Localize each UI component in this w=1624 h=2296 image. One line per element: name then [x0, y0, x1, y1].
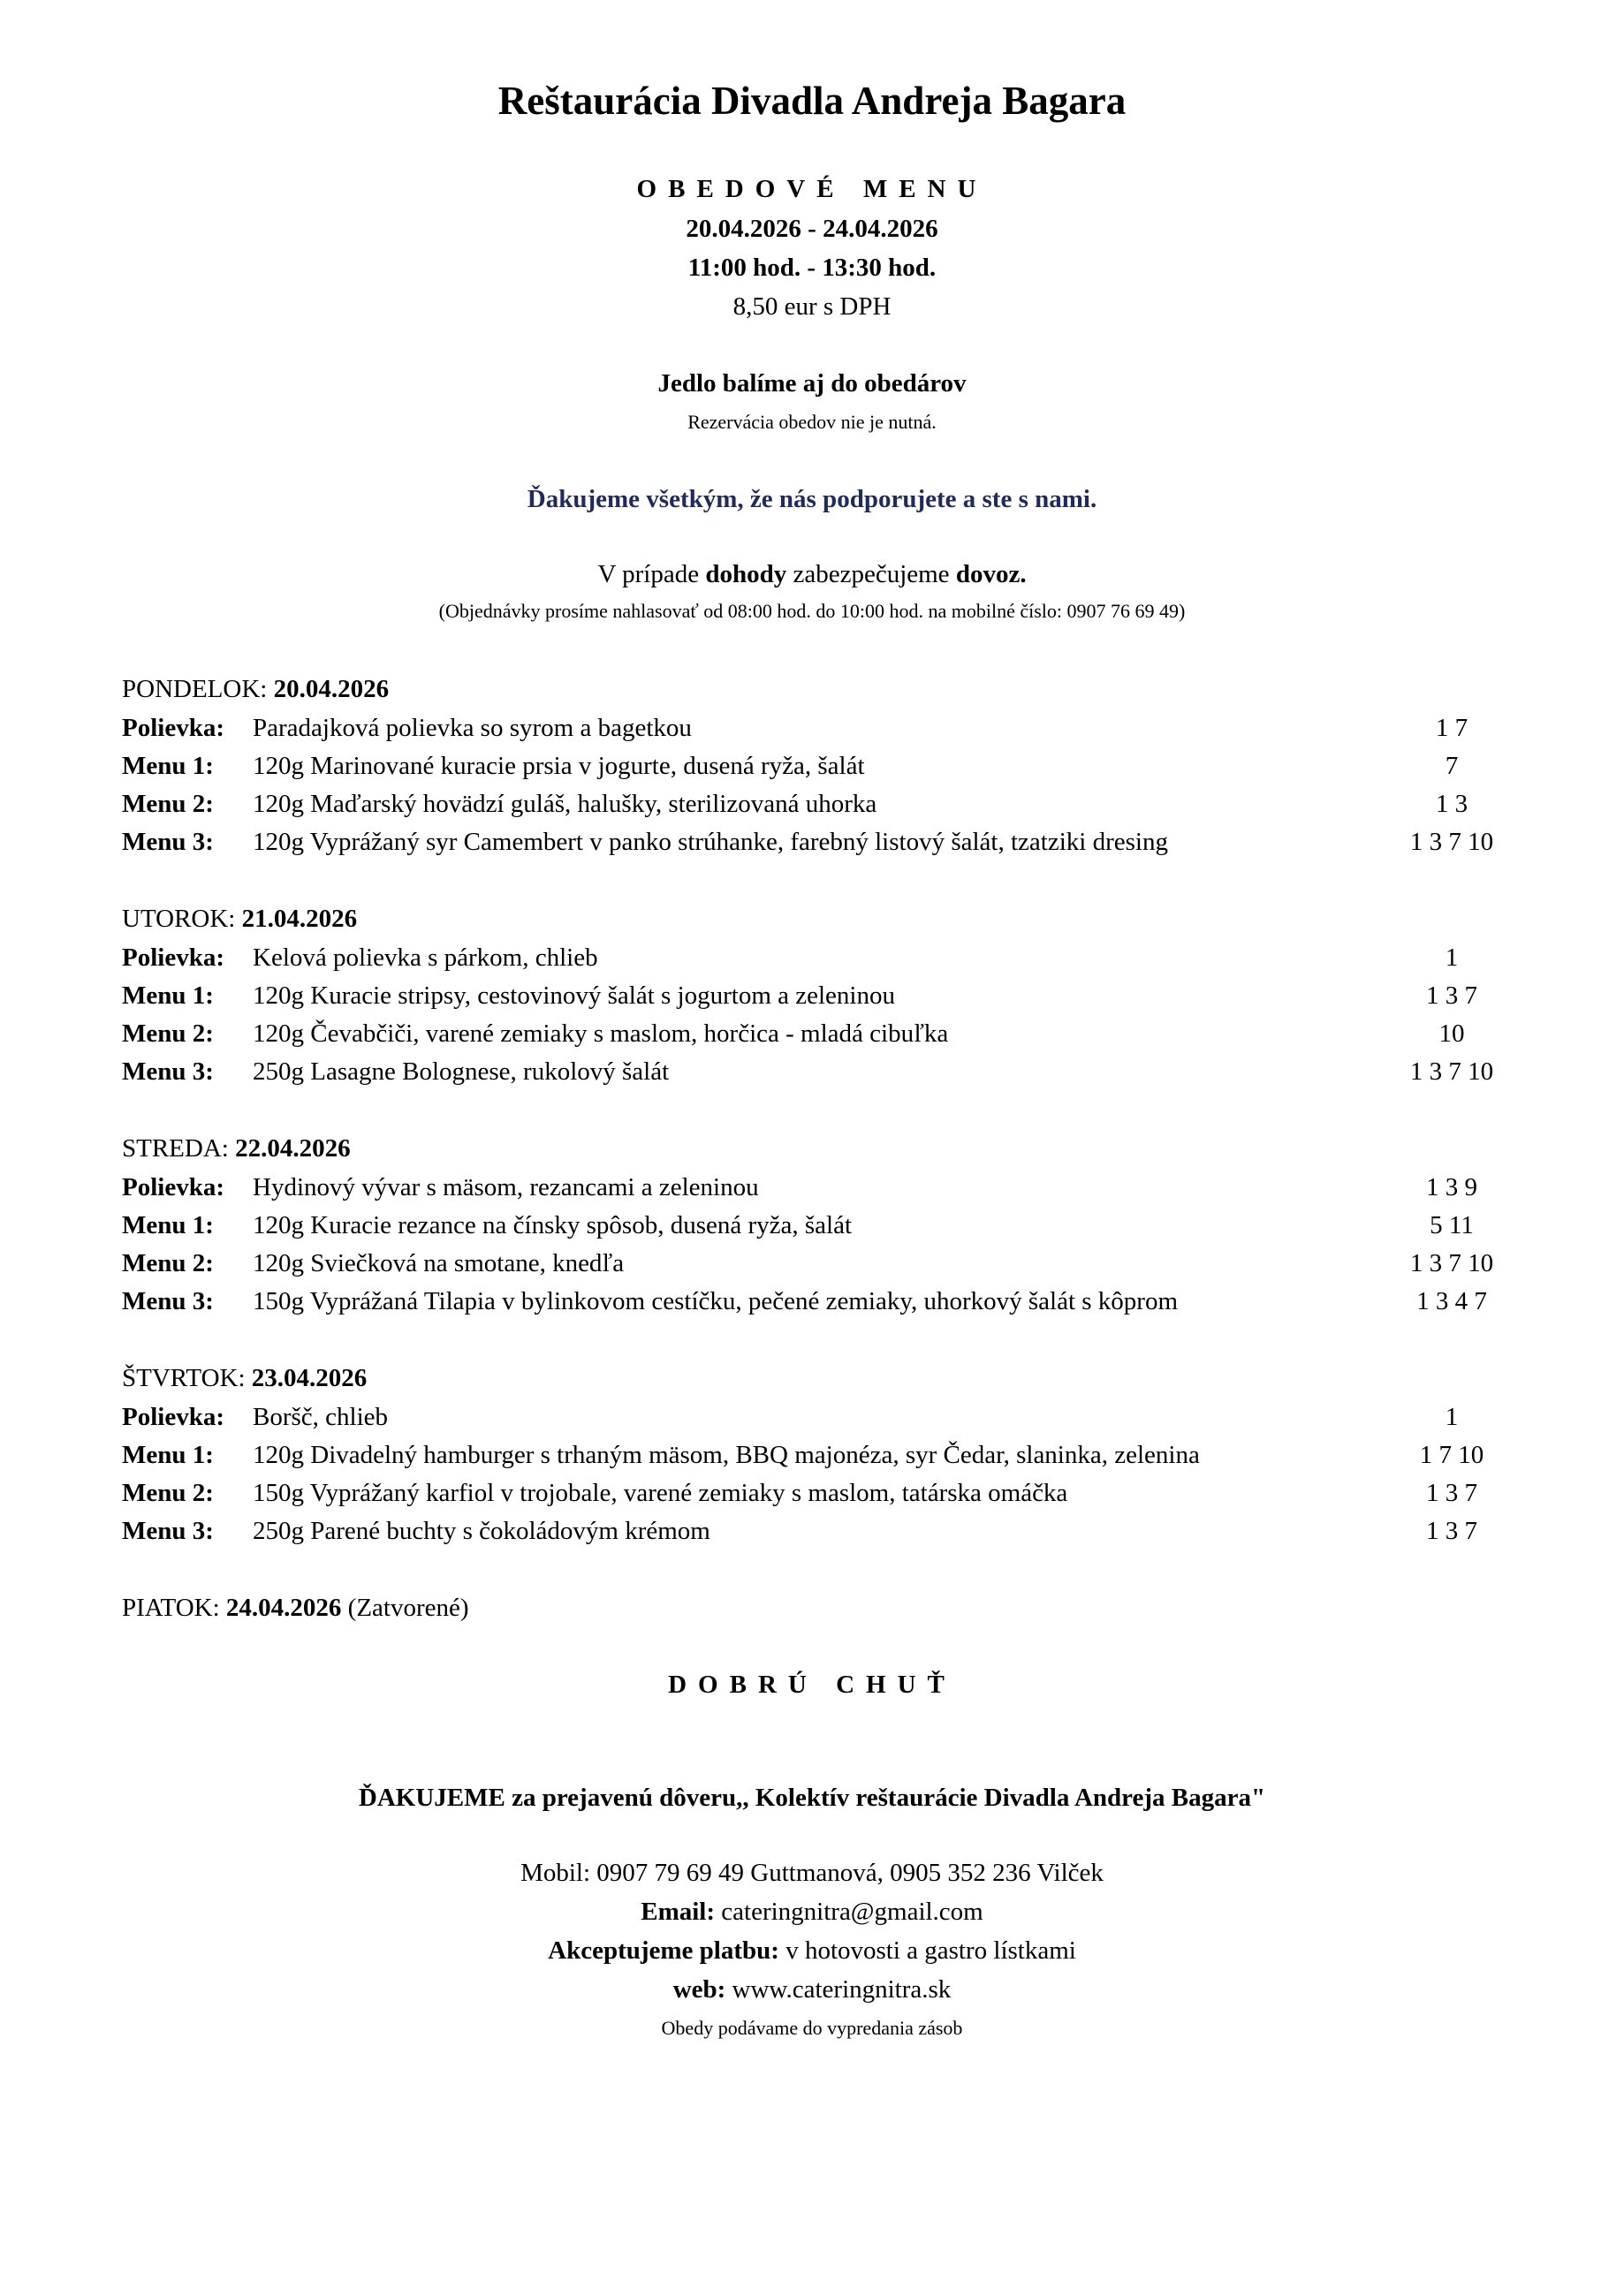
row-dish: 120g Vyprážaný syr Camembert v panko strúhanke, farebný listový šalát, tzatziki dresing	[253, 828, 1168, 856]
reservation-note: Rezervácia obedov nie je nutná.	[687, 411, 937, 433]
web-line	[0, 1975, 1624, 2004]
menu-row	[122, 1441, 1518, 1476]
menu-price: 8,50 eur s DPH	[732, 292, 892, 321]
day-date: 22.04.2026	[235, 1134, 351, 1163]
row-dish: 150g Vyprážaný karfiol v trojobale, varené zemiaky s maslom, tatárska omáčka	[253, 1479, 1068, 1507]
row-allergens: 1 3 7 10	[1409, 1249, 1494, 1277]
mobile-contacts: Mobil: 0907 79 69 49 Guttmanová, 0905 352 236 Vilček	[520, 1859, 1104, 1887]
friday-heading	[122, 1594, 469, 1623]
menu-row	[122, 1057, 1518, 1093]
menu-row	[122, 1173, 1518, 1209]
payment-line	[0, 1936, 1624, 1966]
day-heading	[122, 1364, 367, 1393]
web-label: web:	[672, 1975, 726, 2004]
email-label: Email:	[641, 1898, 716, 1926]
row-label: Menu 1:	[122, 1441, 214, 1469]
day-heading	[122, 905, 357, 934]
delivery-mid: zabezpečujeme	[786, 560, 956, 588]
row-dish: 150g Vyprážaná Tilapia v bylinkovom cestíčku, pečené zemiaky, uhorkový šalát s kôprom	[253, 1287, 1179, 1315]
row-label: Menu 1:	[122, 981, 214, 1010]
day-name: PIATOK:	[122, 1594, 220, 1622]
closed-note: (Zatvorené)	[347, 1594, 469, 1622]
delivery-line	[0, 560, 1624, 589]
opening-hours: 11:00 hod. - 13:30 hod.	[687, 254, 937, 282]
menu-row	[122, 1287, 1518, 1322]
date-range: 20.04.2026 - 24.04.2026	[686, 215, 938, 243]
row-label: Menu 2:	[122, 1019, 214, 1048]
row-label: Menu 2:	[122, 1479, 214, 1507]
delivery-pre: V prípade	[597, 560, 706, 588]
row-label: Polievka:	[122, 714, 224, 742]
row-allergens: 10	[1438, 1019, 1465, 1048]
bon-appetit: DOBRÚ CHUŤ	[668, 1671, 956, 1699]
row-dish: Hydinový vývar s mäsom, rezancami a zeleninou	[253, 1173, 759, 1201]
row-label: Menu 2:	[122, 1249, 214, 1277]
row-label: Polievka:	[122, 943, 224, 972]
payment-value: v hotovosti a gastro lístkami	[778, 1936, 1076, 1965]
row-dish: 250g Lasagne Bolognese, rukolový šalát	[253, 1057, 670, 1086]
email-value[interactable]: cateringnitra@gmail.com	[715, 1898, 983, 1926]
row-label: Menu 3:	[122, 1057, 214, 1086]
row-dish: 120g Divadelný hamburger s trhaným mäsom, BBQ majonéza, syr Čedar, slaninka, zelenina	[253, 1441, 1200, 1469]
menu-row	[122, 714, 1518, 749]
row-dish: 120g Maďarský hovädzí guláš, halušky, sterilizovaná uhorka	[253, 790, 877, 818]
row-allergens: 1 3	[1435, 790, 1468, 818]
stock-note: Obedy podávame do vypredania zásob	[661, 2017, 963, 2039]
day-name: ŠTVRTOK:	[122, 1364, 246, 1392]
row-label: Menu 3:	[122, 1287, 214, 1315]
row-dish: Kelová polievka s párkom, chlieb	[253, 943, 598, 972]
day-name: STREDA:	[122, 1134, 229, 1163]
menu-row	[122, 1479, 1518, 1514]
row-allergens: 1	[1445, 1403, 1459, 1431]
row-allergens: 5 11	[1430, 1211, 1474, 1239]
delivery-bold-transport: dovoz.	[955, 560, 1027, 588]
row-allergens: 1 3 4 7	[1416, 1287, 1487, 1315]
row-label: Menu 1:	[122, 1211, 214, 1239]
row-dish: 250g Parené buchty s čokoládovým krémom	[253, 1517, 710, 1545]
menu-row	[122, 752, 1518, 787]
row-allergens: 1 3 7	[1426, 981, 1477, 1010]
thanks-line: Ďakujeme všetkým, že nás podporujete a ste s nami.	[527, 485, 1097, 513]
row-label: Polievka:	[122, 1173, 224, 1201]
row-allergens: 1 7	[1435, 714, 1468, 742]
menu-row	[122, 1403, 1518, 1438]
orders-note: (Objednávky prosíme nahlasovať od 08:00 hod. do 10:00 hod. na mobilné číslo: 0907 76 69 49)	[438, 600, 1186, 622]
day-name: UTOROK:	[122, 905, 236, 933]
row-allergens: 1 3 7	[1426, 1517, 1477, 1545]
row-dish: 120g Sviečková na smotane, knedľa	[253, 1249, 625, 1277]
row-dish: 120g Kuracie rezance na čínsky spôsob, dusená ryža, šalát	[253, 1211, 853, 1239]
packing-note: Jedlo balíme aj do obedárov	[657, 369, 967, 398]
menu-heading: OBEDOVÉ MENU	[636, 175, 988, 203]
day-date: 20.04.2026	[273, 675, 390, 703]
row-label: Menu 1:	[122, 752, 214, 780]
row-allergens: 1 3 7 10	[1409, 828, 1494, 856]
menu-row	[122, 1249, 1518, 1284]
web-value[interactable]: www.cateringnitra.sk	[725, 1975, 952, 2004]
row-dish: Boršč, chlieb	[253, 1403, 389, 1431]
menu-row	[122, 1019, 1518, 1055]
day-date: 23.04.2026	[251, 1364, 368, 1392]
menu-row	[122, 943, 1518, 979]
row-dish: Paradajková polievka so syrom a bagetkou	[253, 714, 692, 742]
row-label: Polievka:	[122, 1403, 224, 1431]
row-allergens: 1 7 10	[1419, 1441, 1484, 1469]
day-date: 21.04.2026	[241, 905, 358, 933]
payment-label: Akceptujeme platbu:	[548, 1936, 779, 1965]
day-heading	[122, 675, 389, 704]
delivery-bold-agreement: dohody	[705, 560, 787, 588]
row-allergens: 1	[1445, 943, 1459, 972]
menu-row	[122, 828, 1518, 863]
day-heading	[122, 1134, 351, 1163]
row-allergens: 1 3 7	[1426, 1479, 1477, 1507]
menu-row	[122, 1211, 1518, 1247]
day-name: PONDELOK:	[122, 675, 268, 703]
menu-row	[122, 981, 1518, 1017]
day-date: 24.04.2026	[225, 1594, 342, 1622]
menu-row	[122, 790, 1518, 825]
row-label: Menu 2:	[122, 790, 214, 818]
row-dish: 120g Kuracie stripsy, cestovinový šalát s jogurtom a zeleninou	[253, 981, 895, 1010]
row-label: Menu 3:	[122, 828, 214, 856]
row-dish: 120g Čevabčiči, varené zemiaky s maslom, horčica - mladá cibuľka	[253, 1019, 949, 1048]
row-label: Menu 3:	[122, 1517, 214, 1545]
row-dish: 120g Marinované kuracie prsia v jogurte, dusená ryža, šalát	[253, 752, 865, 780]
row-allergens: 1 3 7 10	[1409, 1057, 1494, 1086]
trust-line: ĎAKUJEME za prejavenú dôveru,, Kolektív reštaurácie Divadla Andreja Bagara"	[358, 1784, 1266, 1812]
restaurant-title: Reštaurácia Divadla Andreja Bagara	[497, 79, 1127, 123]
menu-row	[122, 1517, 1518, 1552]
row-allergens: 7	[1445, 752, 1459, 780]
row-allergens: 1 3 9	[1426, 1173, 1477, 1201]
email-line	[0, 1898, 1624, 1927]
